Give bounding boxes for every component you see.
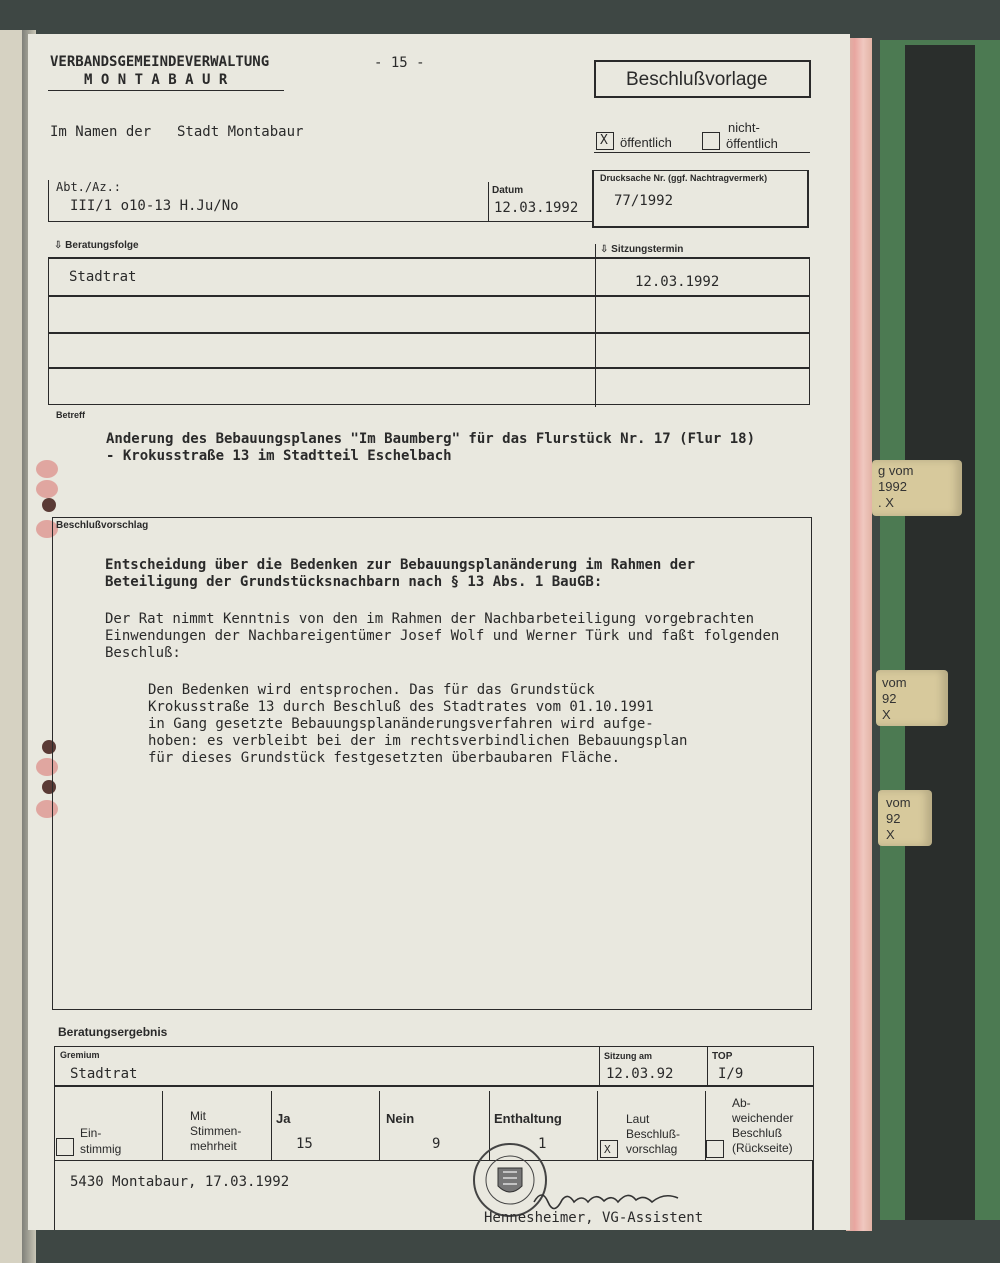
einstimmig-checkbox[interactable] — [56, 1138, 74, 1156]
laut-check-mark: X — [604, 1143, 611, 1156]
datum-value: 12.03.1992 — [494, 200, 579, 216]
drucksache-box — [592, 170, 809, 228]
punch-hole-reinforcement — [36, 480, 58, 498]
beschlussvorschlag-label: Beschlußvorschlag — [56, 520, 149, 531]
mehrheit-label: Stimmen- — [190, 1124, 242, 1138]
im-namen-label: Im Namen der — [50, 124, 152, 140]
abt-value: III/1 o10-13 H.Ju/No — [70, 198, 239, 214]
ergebnis-row-line — [55, 1085, 813, 1087]
nein-label: Nein — [386, 1111, 415, 1126]
tab-line: . X — [878, 495, 894, 510]
beratung-termin: 12.03.1992 — [635, 274, 720, 290]
ja-value: 15 — [296, 1136, 313, 1152]
beratungsfolge-label: ⇩ Beratungsfolge — [54, 240, 139, 251]
abweichend-label: Ab- — [732, 1096, 751, 1110]
tab-line: vom — [882, 675, 907, 690]
laut-label: Laut — [626, 1112, 650, 1126]
doc-type-box — [594, 60, 811, 98]
row-line — [49, 332, 809, 334]
proposal-paragraph: Einwendungen der Nachbareigentümer Josef Wolf und Werner Türk und faßt folgenden — [105, 628, 780, 644]
drucksache-value: 77/1992 — [614, 193, 674, 209]
place-date: 5430 Montabaur, 17.03.1992 — [70, 1174, 290, 1190]
public-label: öffentlich — [620, 135, 672, 150]
punch-hole — [42, 498, 56, 512]
resolution-line: in Gang gesetzte Bebauungsplanänderungsverfahren wird aufge- — [148, 716, 654, 732]
index-tab[interactable] — [878, 790, 932, 846]
sitzung-value: 12.03.92 — [606, 1066, 674, 1082]
resolution-line: Den Bedenken wird entsprochen. Das für das Grundstück — [148, 682, 595, 698]
row-line — [49, 367, 809, 369]
ja-label: Ja — [276, 1111, 291, 1126]
binder-clip — [905, 45, 975, 1220]
index-tab[interactable] — [872, 460, 962, 516]
einstimmig-label: Ein- — [80, 1126, 102, 1140]
beratungsfolge-table — [48, 257, 810, 405]
ergebnis-col-line — [599, 1047, 600, 1085]
public-checkbox[interactable] — [596, 132, 614, 150]
visibility-underline — [594, 152, 810, 153]
abweichend-label: Beschluß — [732, 1126, 783, 1140]
ergebnis-col-line — [379, 1091, 380, 1161]
row-line — [49, 295, 809, 297]
org-city: M O N T A B A U R — [84, 72, 228, 88]
punch-hole-reinforcement — [36, 460, 58, 478]
proposal-heading: Beteiligung der Grundstücksnachbarn nach § 13 Abs. 1 BauGB: — [105, 574, 603, 590]
doc-type-title: Beschlußvorlage — [626, 69, 768, 90]
abt-label: Abt./Az.: — [56, 180, 122, 194]
signer-name: Hennesheimer, VG-Assistent — [484, 1210, 704, 1226]
laut-beschluss-checkbox[interactable] — [600, 1140, 618, 1158]
gremium-value: Stadtrat — [70, 1066, 138, 1082]
mehrheit-label: mehrheit — [190, 1139, 237, 1153]
left-page-edge — [0, 30, 24, 1263]
resolution-line: Krokusstraße 13 durch Beschluß des Stadtrates vom 01.10.1991 — [148, 699, 654, 715]
tab-line: vom — [886, 795, 911, 810]
gremium-label: Gremium — [60, 1050, 100, 1060]
enthaltung-label: Enthaltung — [494, 1111, 562, 1126]
nonpublic-label: nicht- — [728, 120, 760, 135]
footer-left-border — [54, 1160, 55, 1230]
betreff-label: Betreff — [56, 410, 86, 420]
ergebnis-col-line — [597, 1091, 598, 1161]
ergebnis-col-line — [162, 1091, 163, 1161]
footer-right-border — [812, 1160, 814, 1230]
index-tab[interactable] — [876, 670, 948, 726]
nonpublic-checkbox[interactable] — [702, 132, 720, 150]
beratung-gremium: Stadtrat — [69, 269, 137, 285]
page-number: - 15 - — [374, 55, 425, 71]
meta-divider — [488, 182, 489, 222]
proposal-paragraph: Beschluß: — [105, 645, 181, 661]
nonpublic-label: öffentlich — [726, 136, 778, 151]
tab-line: 1992 — [878, 479, 907, 494]
enthaltung-value: 1 — [538, 1136, 547, 1152]
tab-line: 92 — [882, 691, 897, 706]
meta-bottom-border — [48, 221, 592, 222]
einstimmig-label: stimmig — [80, 1142, 122, 1156]
abweichend-label: (Rückseite) — [732, 1141, 793, 1155]
nein-value: 9 — [432, 1136, 441, 1152]
mehrheit-label: Mit — [190, 1109, 206, 1123]
drucksache-label: Drucksache Nr. (ggf. Nachtragvermerk) — [600, 173, 768, 183]
proposal-heading: Entscheidung über die Bedenken zur Bebauungsplanänderung im Rahmen der — [105, 557, 696, 573]
betreff-line: - Krokusstraße 13 im Stadtteil Eschelbach — [106, 448, 452, 464]
meta-left-border — [48, 180, 49, 222]
im-namen-value: Stadt Montabaur — [177, 124, 304, 140]
header-underline — [48, 90, 284, 91]
resolution-line: hoben: es verbleibt bei der im rechtsverbindlichen Bebauungsplan — [148, 733, 688, 749]
sitzungstermin-label: ⇩ Sitzungstermin — [600, 244, 684, 255]
laut-label: vorschlag — [626, 1142, 678, 1156]
tab-line: X — [886, 827, 895, 842]
laut-label: Beschluß- — [626, 1127, 681, 1141]
public-check-mark: X — [600, 133, 608, 148]
abweichend-checkbox[interactable] — [706, 1140, 724, 1158]
beratungsfolge-label-text: Beratungsfolge — [65, 240, 139, 251]
proposal-paragraph: Der Rat nimmt Kenntnis von den im Rahmen der Nachbarbeteiligung vorgebrachten — [105, 611, 755, 627]
top-label: TOP — [712, 1051, 733, 1062]
ergebnis-label: Beratungsergebnis — [58, 1025, 168, 1039]
sitzung-label: Sitzung am — [604, 1051, 653, 1061]
betreff-line: Anderung des Bebauungsplanes "Im Baumberg" für das Flurstück Nr. 17 (Flur 18) — [106, 431, 756, 447]
top-value: I/9 — [718, 1066, 744, 1082]
beratungsfolge-divider — [595, 244, 596, 407]
abweichend-label: weichender — [732, 1111, 794, 1125]
ergebnis-col-line — [271, 1091, 272, 1161]
datum-label: Datum — [492, 185, 524, 196]
resolution-line: für dieses Grundstück festgesetzten überbaubaren Fläche. — [148, 750, 621, 766]
tab-line: g vom — [878, 463, 914, 478]
ergebnis-col-line — [707, 1047, 708, 1085]
tab-line: X — [882, 707, 891, 722]
org-name: VERBANDSGEMEINDEVERWALTUNG — [50, 54, 270, 70]
tab-line: 92 — [886, 811, 901, 826]
sitzungstermin-label-text: Sitzungstermin — [611, 244, 684, 255]
